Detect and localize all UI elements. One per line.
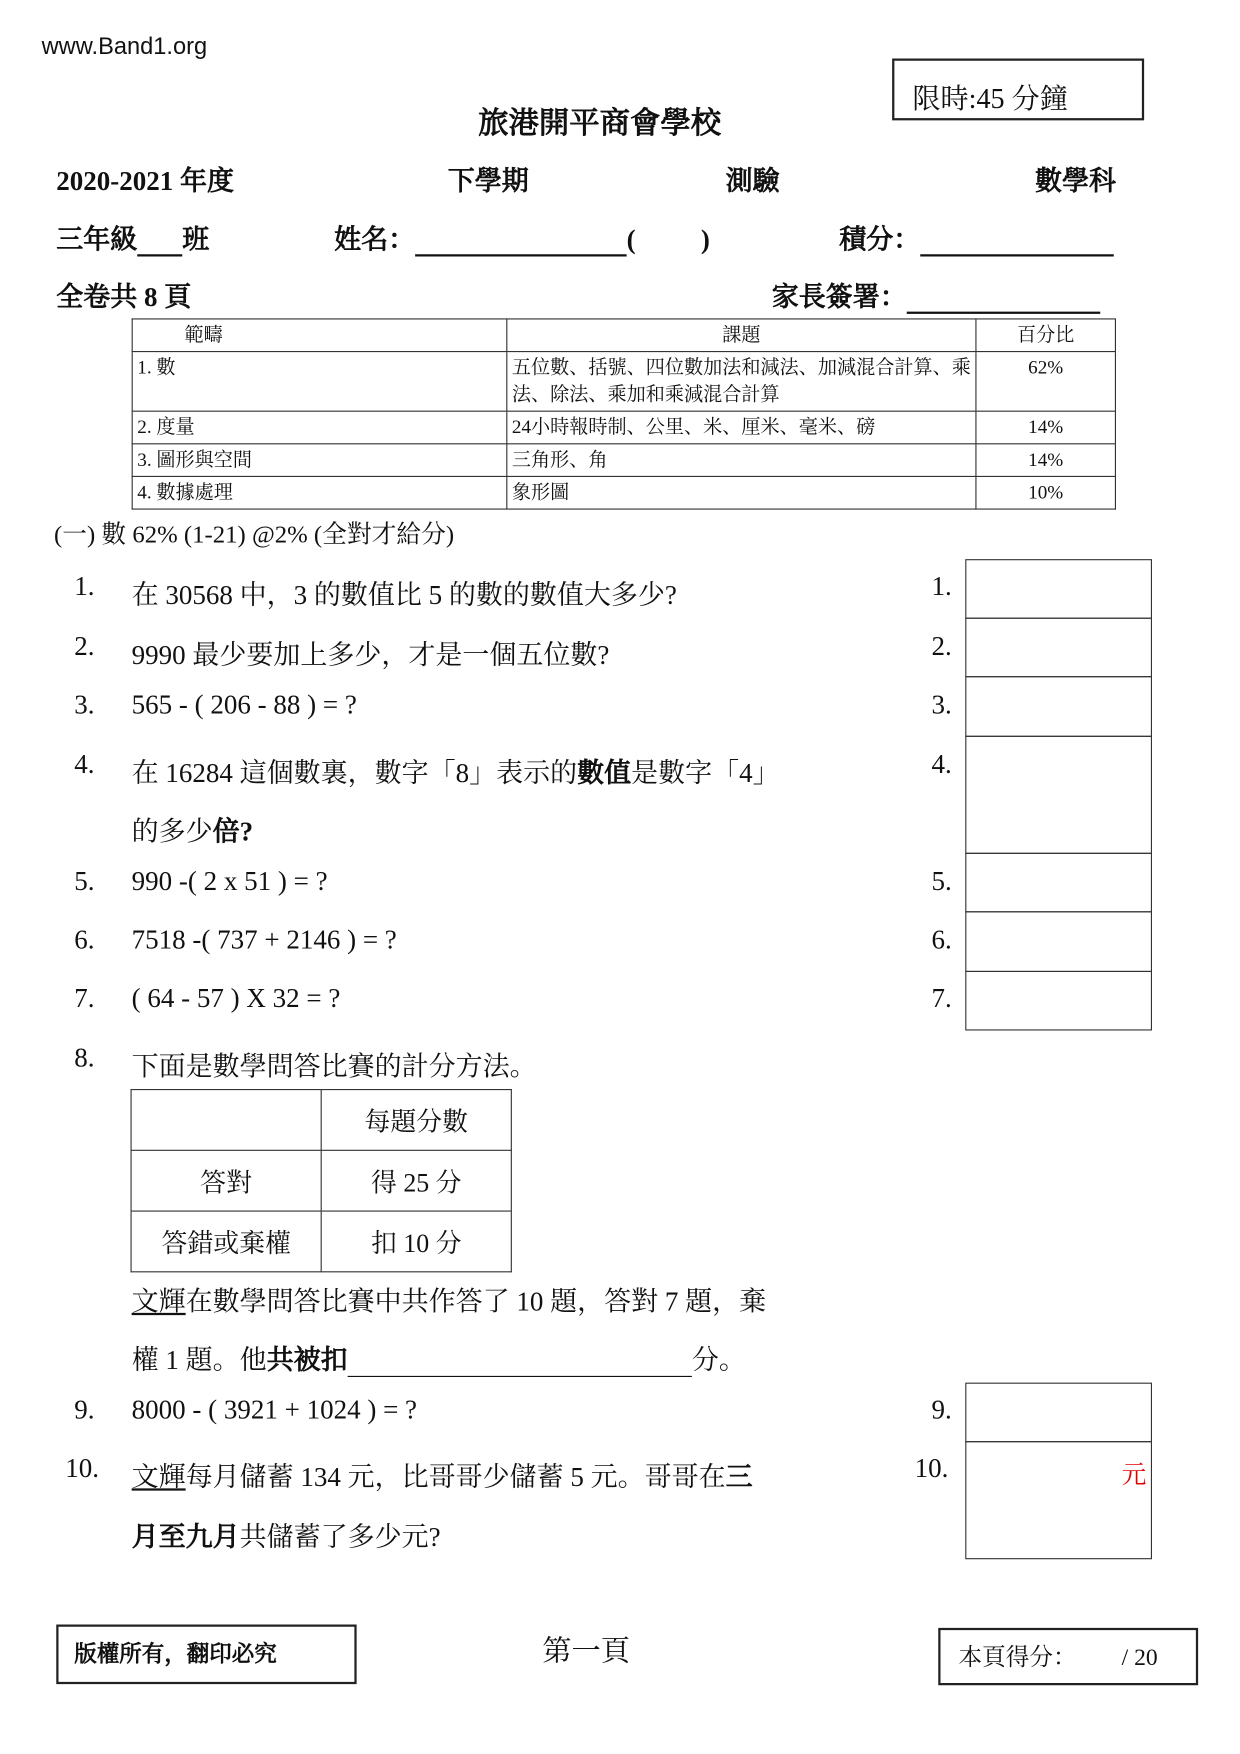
q9-number: 9. [74,1396,95,1426]
table-cell: 1. 數 [132,352,507,412]
q2-number: 2. [74,632,95,662]
page-score-label: 本頁得分： [958,1643,1077,1671]
page-score-box [938,1628,1198,1685]
q1-text: 在 30568 中，3 的數值比 5 的數的數值大多少? [131,581,677,611]
table-row [131,1150,511,1211]
q4-text-bold: 倍? [212,817,254,848]
ans-label: 1. [931,572,952,602]
table-row [131,1211,511,1272]
q2-text: 9990 最少要加上多少，才是一個五位數? [131,641,610,671]
table-cell: 4. 數據處理 [132,476,507,509]
table-cell: 62% [976,352,1116,412]
q7-text: ( 64 - 57 ) X 32 = ? [131,984,341,1014]
q10-text-part: 共儲蓄了多少元? [239,1523,441,1553]
q10-text-bold: 月至九月 [131,1523,240,1553]
person-name: 文輝 [131,1463,186,1493]
header-cell: 百分比 [976,319,1116,352]
ans-label: 2. [931,632,952,662]
q8-body-line1 [132,1279,767,1318]
page-score-total: / 20 [1121,1643,1158,1671]
q10-text-line2 [132,1514,441,1553]
watermark: www.Band1.org [41,33,208,60]
page-number: 第一頁 [542,1634,631,1668]
grade-class-field[interactable] [56,217,209,256]
q3-text: 565 - ( 206 - 88 ) = ? [131,690,357,720]
table-row [132,352,1115,412]
table-cell: 14% [976,411,1116,444]
parent-signature-label: 家長簽署： [771,283,907,313]
term: 下學期 [447,167,529,197]
section-heading: (一) 數 62% (1-21) @2% (全對才給分) [54,519,455,548]
table-cell: 五位數、括號、四位數加法和減法、加減混合計算、乘法、除法、乘加和乘減混合計算 [507,352,976,412]
answer-box-6[interactable] [965,911,1152,972]
q4-text-line2 [132,809,254,848]
score-label: 積分： [839,226,921,256]
q9-text: 8000 - ( 3921 + 1024 ) = ? [131,1396,418,1426]
q8-number: 8. [74,1044,95,1074]
ans-label: 5. [931,867,952,897]
subject: 數學科 [1035,167,1116,197]
q10-number: 10. [65,1454,99,1484]
ans-label: 10. [914,1454,949,1484]
copyright-box: 版權所有，翻印必究 [56,1625,356,1685]
school-year: 2020-2021 年度 [56,167,234,197]
unit-label: 元 [1121,1460,1147,1489]
ans-label: 4. [931,750,952,780]
person-name: 文輝 [131,1288,186,1318]
q6-number: 6. [74,925,95,956]
table-cell: 3. 圖形與空間 [132,444,507,477]
total-pages: 全卷共 8 頁 [56,283,192,313]
q10-text-part: 每月儲蓄 134 元，比哥哥少儲蓄 5 元。哥哥在 [185,1463,726,1493]
class-number-open: ( [626,226,636,256]
ans-label: 7. [931,984,952,1014]
answer-box-5[interactable] [965,853,1152,913]
answer-box-9[interactable] [965,1383,1152,1443]
header-cell: 課題 [507,319,976,352]
table-header-row [132,319,1115,352]
score-field[interactable] [839,217,1114,256]
class-suffix: 班 [182,226,210,256]
name-label: 姓名： [334,226,416,256]
ans-label: 3. [931,690,952,720]
ans-label: 6. [931,925,952,956]
table-cell: 答對 [131,1150,321,1211]
q8-body-text: 分。 [691,1346,746,1376]
answer-box-7[interactable] [965,971,1152,1031]
table-cell: 答錯或棄權 [131,1211,321,1272]
table-cell [131,1090,321,1151]
answer-box-4[interactable] [965,736,1152,854]
q8-body-text: 權 1 題。他 [131,1346,267,1376]
table-row [132,411,1115,444]
name-blank[interactable] [415,230,627,257]
q8-answer-blank[interactable] [348,1351,692,1377]
school-name: 旅港開平商會學校 [478,105,722,140]
table-row [131,1090,511,1151]
q8-body-text: 在數學問答比賽中共作答了 10 題，答對 7 題，棄 [185,1288,767,1318]
name-field[interactable] [334,217,710,256]
table-cell: 24小時報時制、公里、米、厘米、毫米、磅 [507,411,976,444]
grade-label: 三年級 [56,226,138,256]
table-cell: 象形圖 [507,476,976,509]
q10-text [132,1455,753,1494]
header-cell: 範疇 [132,319,507,352]
q4-text-part: 是數字「4」 [631,759,780,789]
parent-signature-blank[interactable] [907,287,1101,314]
answer-box-2[interactable] [965,618,1152,678]
table-cell: 10% [976,476,1116,509]
score-blank[interactable] [920,230,1114,257]
scope-table [132,318,1116,509]
header-cell: 每題分數 [321,1090,511,1151]
class-number-close: ) [700,226,710,256]
table-cell: 14% [976,444,1116,477]
q4-text [132,750,780,789]
q5-number: 5. [74,867,95,897]
q8-text: 下面是數學問答比賽的計分方法。 [131,1053,537,1083]
table-cell: 扣 10 分 [321,1211,511,1272]
q5-text: 990 -( 2 x 51 ) = ? [131,867,328,897]
q8-body-bold: 共被扣 [266,1346,348,1376]
table-cell: 2. 度量 [132,411,507,444]
q7-number: 7. [74,984,95,1014]
q6-text: 7518 -( 737 + 2146 ) = ? [131,925,397,956]
q3-number: 3. [74,690,95,720]
answer-box-10[interactable] [965,1441,1152,1559]
q1-number: 1. [74,572,95,602]
table-cell: 三角形、角 [507,444,976,477]
time-limit-box: 限時:45 分鐘 [892,59,1144,121]
scoring-table [131,1089,512,1272]
table-row [132,476,1115,509]
q10-text-bold: 三 [725,1463,753,1493]
q4-text-part: 在 16284 這個數裏，數字「8」表示的 [131,759,578,789]
exam-type: 測驗 [725,167,780,197]
ans-label: 9. [931,1396,952,1426]
answer-box-1[interactable] [965,559,1152,619]
class-blank[interactable] [137,230,182,257]
q4-text-part: 的多少 [131,817,213,848]
parent-signature-field[interactable] [772,275,1101,314]
q4-text-bold: 數值 [577,759,632,789]
table-cell: 得 25 分 [321,1150,511,1211]
q4-number: 4. [74,750,95,780]
answer-box-3[interactable] [965,676,1152,737]
table-row [132,444,1115,477]
q8-body-line2 [132,1338,746,1377]
